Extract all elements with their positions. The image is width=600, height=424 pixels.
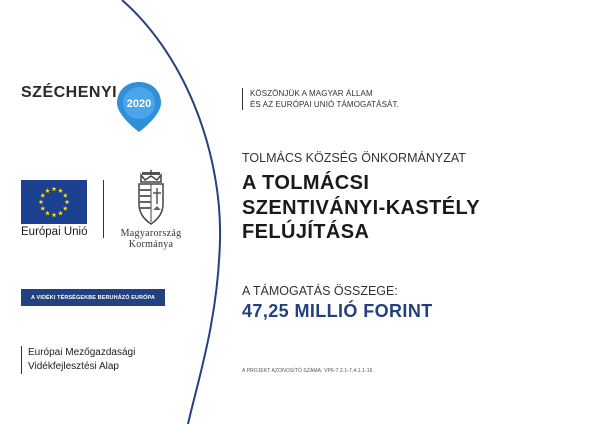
beneficiary-name: TOLMÁCS KÖZSÉG ÖNKORMÁNYZAT: [242, 151, 466, 165]
hungarian-coat-of-arms-icon: [131, 170, 171, 226]
support-amount-label: A TÁMOGATÁS ÖSSZEGE:: [242, 284, 398, 298]
project-title-line: A TOLMÁCSI: [242, 172, 370, 194]
eu-star-icon: [63, 206, 68, 211]
gov-label-line2: Kormánya: [128, 239, 174, 250]
project-title: [242, 171, 480, 245]
eu-star-icon: [65, 199, 70, 204]
eu-flag: [21, 180, 87, 224]
szechenyi-logo: [21, 84, 117, 102]
fund-line1: Európai Mezőgazdasági: [28, 347, 136, 358]
gov-label-line1: Magyarország: [120, 228, 182, 239]
map-pin-icon: [112, 80, 166, 134]
project-title-line: SZENTIVÁNYI-KASTÉLY: [242, 196, 481, 219]
logo-divider: [103, 180, 104, 238]
eu-label: Európai Unió: [21, 226, 88, 238]
fund-line2: Vidékfejlesztési Alap: [28, 361, 119, 372]
thanks-line2: ÉS AZ EURÓPAI UNIÓ TÁMOGATÁSÁT.: [250, 100, 399, 109]
brand-year: 2020: [126, 98, 152, 110]
support-amount-value: 47,25 MILLIÓ FORINT: [242, 301, 433, 321]
eu-star-icon: [52, 186, 57, 191]
eu-star-icon: [40, 206, 45, 211]
eafrd-banner: A VIDÉKI TÉRSÉGEKBE BERUHÁZÓ EURÓPA: [21, 289, 165, 306]
brand-name: SZÉCHENYI: [21, 84, 118, 101]
project-id: A PROJEKT AZONOSÍTÓ SZÁMA: VP6-7.2.1-7.4.1.1-16: [242, 368, 373, 374]
eu-star-icon: [40, 193, 45, 198]
eu-star-icon: [58, 211, 63, 216]
thanks-line1: KÖSZÖNJÜK A MAGYAR ÁLLAM: [250, 89, 373, 98]
eu-stars-icon: [21, 180, 87, 224]
fund-name: [21, 346, 135, 374]
eu-star-icon: [58, 188, 63, 193]
project-title-line: FELÚJÍTÁSA: [242, 221, 370, 243]
eu-star-icon: [45, 211, 50, 216]
eu-star-icon: [52, 212, 57, 217]
eu-star-icon: [45, 188, 50, 193]
government-label: [110, 228, 192, 250]
eu-star-icon: [63, 193, 68, 198]
thanks-note: [242, 88, 399, 110]
eu-star-icon: [39, 199, 44, 204]
